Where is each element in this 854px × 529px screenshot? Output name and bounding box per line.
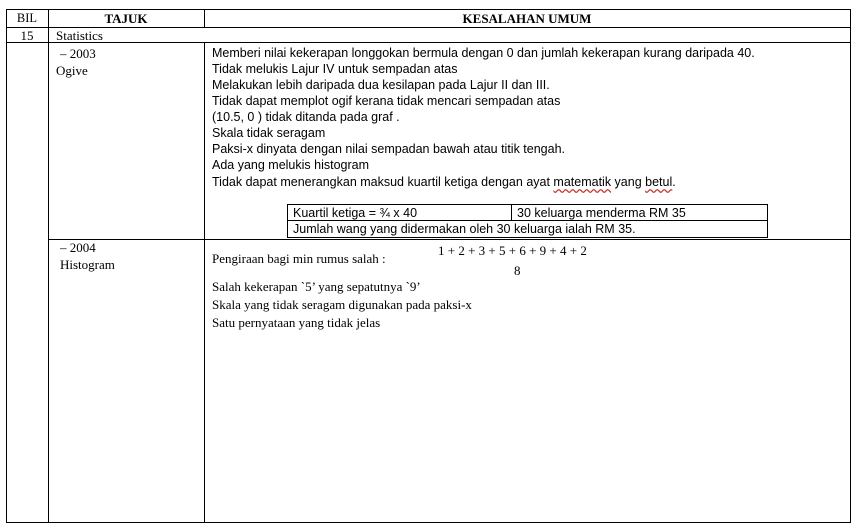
col-divider-tajuk [204,42,205,523]
line-9-text-b: yang [611,175,646,189]
kesalahan-2003-line-5: (10.5, 0 ) tidak ditanda pada graf . [212,110,400,124]
pengiraan-min-label: Pengiraan bagi min rumus salah : [212,251,386,266]
kesalahan-2004-line-3: Satu pernyataan yang tidak jelas [212,315,381,330]
kesalahan-2004-line-1: Salah kekerapan `5’ yang sepatutnya `9’ [212,279,421,294]
kesalahan-2003-line-3: Melakukan lebih daripada dua kesilapan pada Lajur II dan III. [212,78,550,92]
kuartil-table-left [287,204,288,238]
kesalahan-2003-line-8: Ada yang melukis histogram [212,158,370,172]
kesalahan-2003-line-7: Paksi-x dinyata dengan nilai sempadan bawah atau titik tengah. [212,142,566,156]
kuartil-table-split [511,204,512,221]
kuartil-table-right [767,204,768,238]
table-top-border [6,9,851,10]
header-kesalahan-umum: KESALAHAN UMUM [462,11,592,26]
header-tajuk: TAJUK [104,11,148,26]
kesalahan-2003-line-9 [212,174,676,190]
row-number: 15 [20,28,34,43]
kesalahan-2003-line-2: Tidak melukis Lajur IV untuk sempadan atas [212,62,458,76]
table-bottom-border [6,522,851,523]
formula-denominator: 8 [514,263,521,278]
line-9-text-a: Tidak dapat menerangkan maksud kuartil ketiga dengan ayat [212,175,554,189]
kuartil-cell-meaning: 30 keluarga menderma RM 35 [517,206,686,220]
table-left-border [6,9,7,523]
section-2003-year: – 2003 [60,46,96,61]
section-divider [49,239,851,240]
section-2003-label: Ogive [56,63,88,78]
col-divider-bil [48,9,49,523]
spellcheck-word-matematik: matematik [553,175,612,189]
spellcheck-word-betul: betul [645,175,673,189]
kuartil-cell-statement: Jumlah wang yang didermakan oleh 30 keluarga ialah RM 35. [293,222,636,236]
header-bottom-border [6,27,851,28]
section-2004-label: Histogram [60,257,115,272]
kuartil-cell-formula: Kuartil ketiga = ¾ x 40 [293,206,418,220]
kesalahan-2003-line-1: Memberi nilai kekerapan longgokan bermula dengan 0 dan jumlah kekerapan kurang daripada 40. [212,46,755,60]
table-right-border [850,9,851,523]
kesalahan-2003-line-4: Tidak dapat memplot ogif kerana tidak mencari sempadan atas [212,94,561,108]
kesalahan-2004-line-2: Skala yang tidak seragam digunakan pada paksi-x [212,297,472,312]
formula-numerator: 1 + 2 + 3 + 5 + 6 + 9 + 4 + 2 [438,243,587,258]
header-bil: BIL [16,11,38,25]
row-topic-bottom-border [6,42,851,43]
row-topic: Statistics [56,28,103,43]
kuartil-table-bottom [287,237,768,238]
section-2004-year: – 2004 [60,240,96,255]
line-9-text-c: . [672,175,676,189]
kesalahan-2003-line-6: Skala tidak seragam [212,126,326,140]
